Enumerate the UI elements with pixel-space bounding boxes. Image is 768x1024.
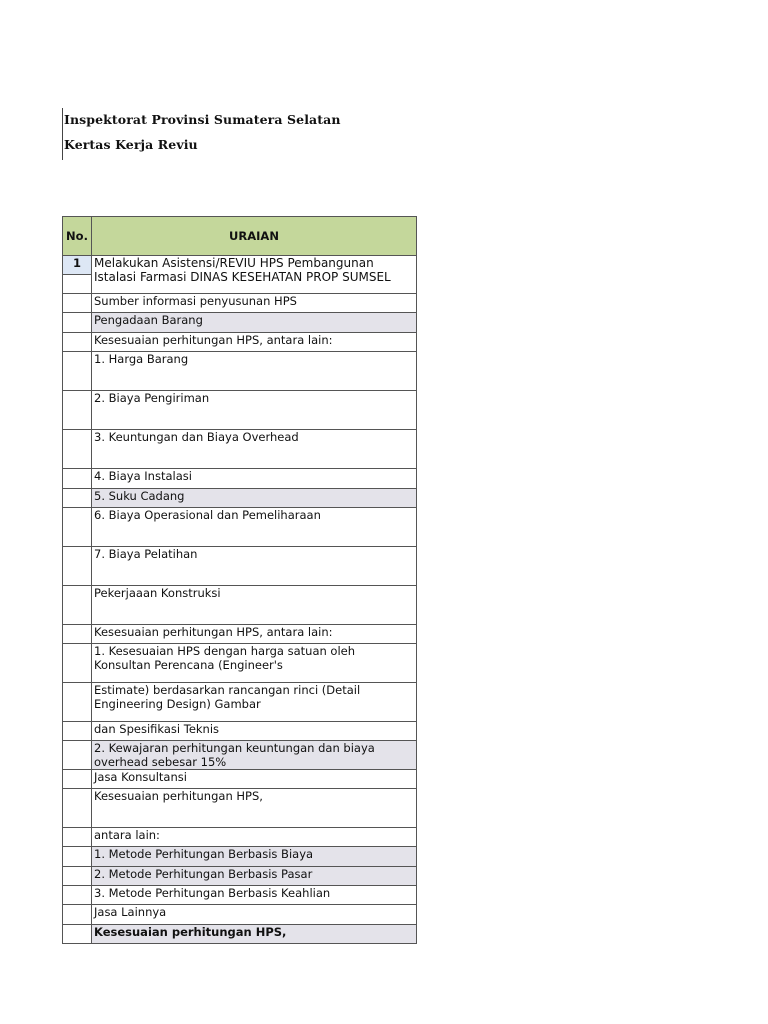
row-uraian: 6. Biaya Operasional dan Pemeliharaan: [92, 508, 417, 547]
table-row: [63, 333, 417, 352]
row-number-empty: [63, 925, 92, 944]
table-row: [63, 847, 417, 867]
table-row: [63, 886, 417, 905]
header-margin-line: [62, 108, 63, 160]
col-header-no: No.: [63, 217, 92, 256]
row-uraian: Pekerjaaan Konstruksi: [92, 586, 417, 625]
table-row: [63, 741, 417, 770]
row-uraian: Jasa Lainnya: [92, 905, 417, 925]
row-number-empty: [63, 722, 92, 741]
row-number: 1: [63, 256, 92, 275]
review-table: [62, 216, 417, 944]
table-row: [63, 430, 417, 469]
row-number-empty: [63, 644, 92, 683]
row-number-empty: [63, 313, 92, 333]
table-row: [63, 722, 417, 741]
table-row: [63, 586, 417, 625]
row-number-empty: [63, 847, 92, 867]
row-number-empty: [63, 469, 92, 489]
row-number-empty: [63, 625, 92, 644]
col-header-uraian: URAIAN: [92, 217, 417, 256]
row-number-empty: [63, 489, 92, 508]
table-row: [63, 489, 417, 508]
row-number-empty: [63, 275, 92, 294]
row-number-empty: [63, 430, 92, 469]
row-number-empty: [63, 905, 92, 925]
row-number-empty: [63, 391, 92, 430]
row-uraian: Estimate) berdasarkan rancangan rinci (Detail Engineering Design) Gambar: [92, 683, 417, 722]
row-uraian: 2. Biaya Pengiriman: [92, 391, 417, 430]
row-number-empty: [63, 867, 92, 886]
row-uraian: Kesesuaian perhitungan HPS, antara lain:: [92, 333, 417, 352]
table-row: [63, 683, 417, 722]
row-number-empty: [63, 294, 92, 313]
table-row: [63, 905, 417, 925]
row-uraian: Pengadaan Barang: [92, 313, 417, 333]
table-row: [63, 294, 417, 313]
row-uraian: 3. Keuntungan dan Biaya Overhead: [92, 430, 417, 469]
table-row: [63, 867, 417, 886]
row-number-empty: [63, 828, 92, 847]
table-row: [63, 547, 417, 586]
org-name: Inspektorat Provinsi Sumatera Selatan: [64, 112, 341, 127]
row-uraian: 1. Metode Perhitungan Berbasis Biaya: [92, 847, 417, 867]
row-uraian: 7. Biaya Pelatihan: [92, 547, 417, 586]
table-row: [63, 256, 417, 275]
row-uraian: Sumber informasi penyusunan HPS: [92, 294, 417, 313]
document-title: Kertas Kerja Reviu: [64, 137, 198, 152]
table-row: [63, 770, 417, 789]
row-uraian: Melakukan Asistensi/REVIU HPS Pembangunan Istalasi Farmasi DINAS KESEHATAN PROP SUMSEL: [92, 256, 417, 294]
table-row: [63, 644, 417, 683]
row-number-empty: [63, 547, 92, 586]
row-uraian: 1. Harga Barang: [92, 352, 417, 391]
row-uraian: Jasa Konsultansi: [92, 770, 417, 789]
table-row: [63, 828, 417, 847]
row-number-empty: [63, 683, 92, 722]
table-row: [63, 313, 417, 333]
row-uraian: Kesesuaian perhitungan HPS,: [92, 925, 417, 944]
row-uraian: antara lain:: [92, 828, 417, 847]
row-uraian: Kesesuaian perhitungan HPS, antara lain:: [92, 625, 417, 644]
table-row: [63, 469, 417, 489]
row-uraian: 2. Metode Perhitungan Berbasis Pasar: [92, 867, 417, 886]
table-row: [63, 391, 417, 430]
row-uraian: 1. Kesesuaian HPS dengan harga satuan oleh Konsultan Perencana (Engineer's: [92, 644, 417, 683]
row-number-empty: [63, 741, 92, 770]
table-row: [63, 508, 417, 547]
row-uraian: 5. Suku Cadang: [92, 489, 417, 508]
row-uraian: 3. Metode Perhitungan Berbasis Keahlian: [92, 886, 417, 905]
table-header-row: [63, 217, 417, 256]
row-number-empty: [63, 586, 92, 625]
row-number-empty: [63, 886, 92, 905]
table-row: [63, 789, 417, 828]
row-uraian: Kesesuaian perhitungan HPS,: [92, 789, 417, 828]
row-number-empty: [63, 352, 92, 391]
table-row: [63, 625, 417, 644]
row-uraian: 2. Kewajaran perhitungan keuntungan dan biaya overhead sebesar 15%: [92, 741, 417, 770]
row-number-empty: [63, 333, 92, 352]
row-number-empty: [63, 508, 92, 547]
table-row: [63, 925, 417, 944]
row-number-empty: [63, 789, 92, 828]
table-row: [63, 352, 417, 391]
row-uraian: 4. Biaya Instalasi: [92, 469, 417, 489]
row-uraian: dan Spesifikasi Teknis: [92, 722, 417, 741]
row-number-empty: [63, 770, 92, 789]
